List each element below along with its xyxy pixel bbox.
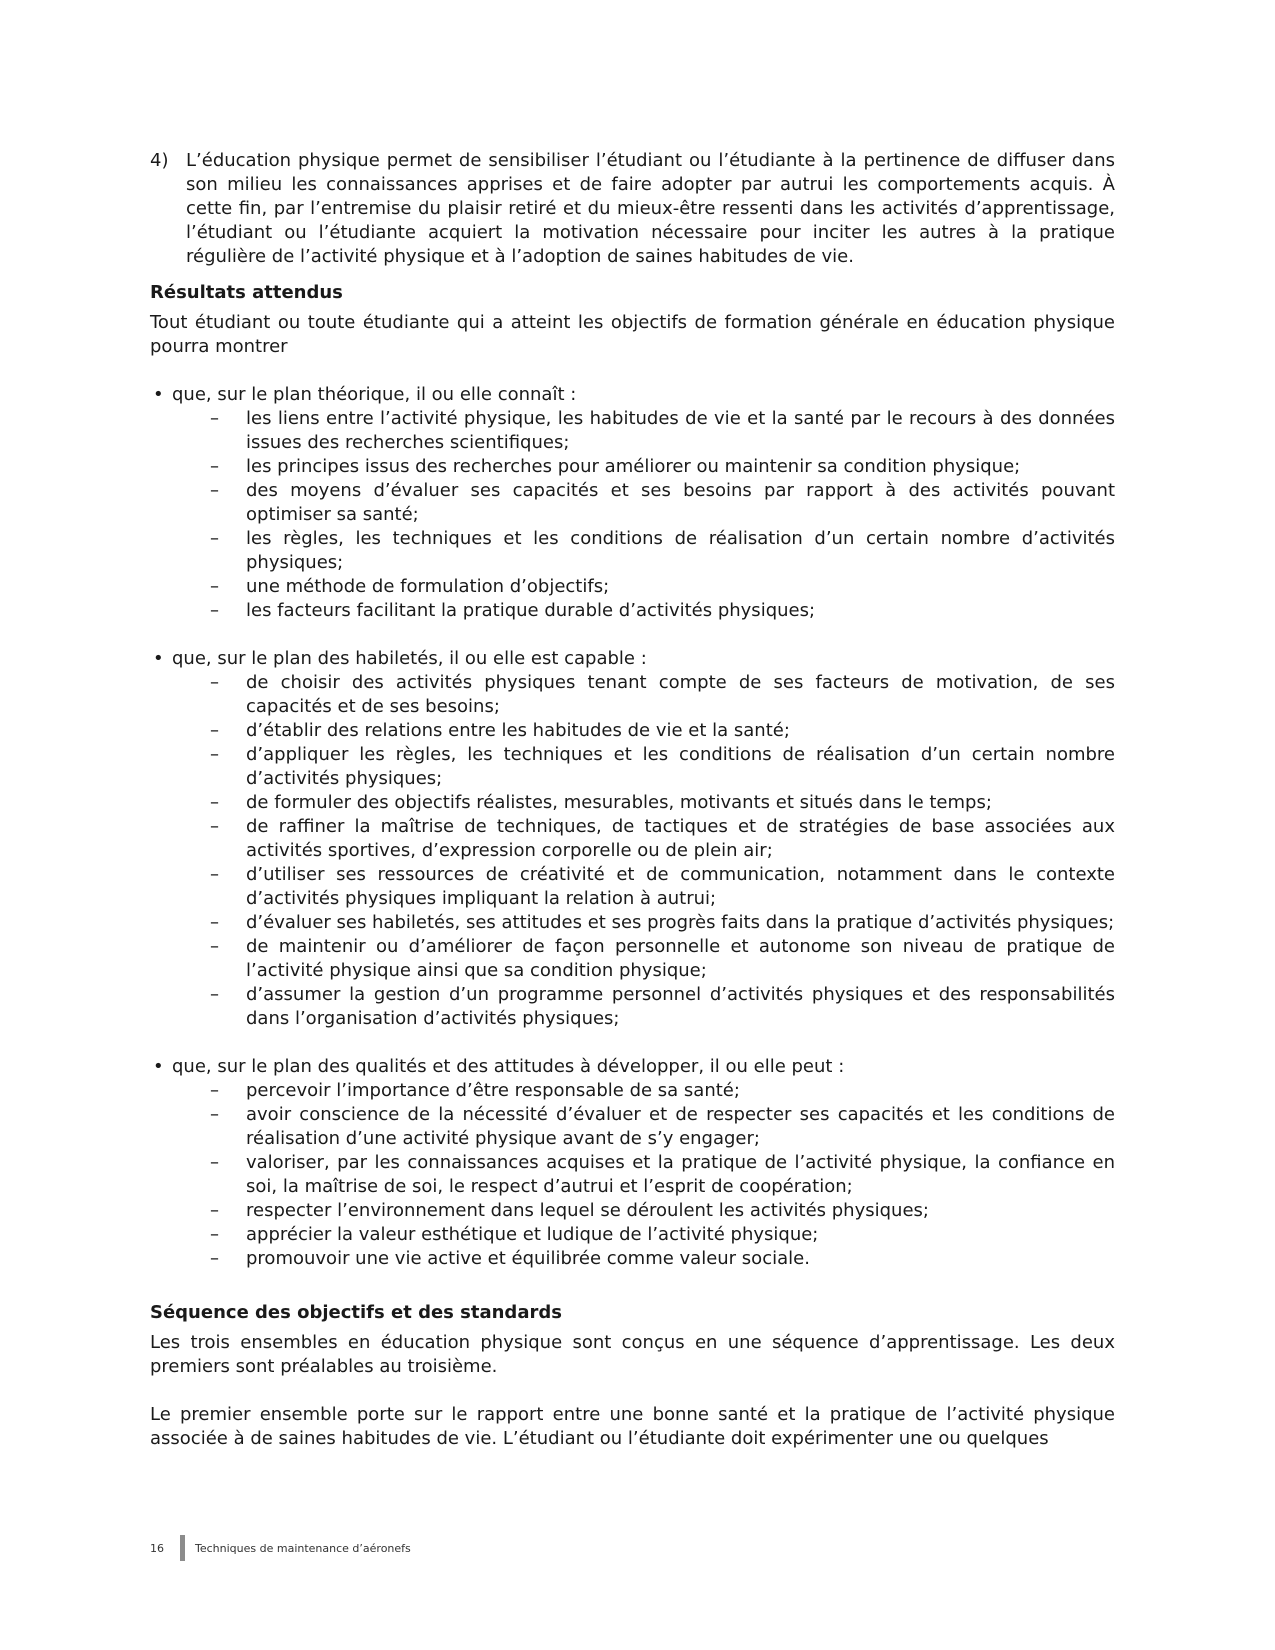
sequence-paragraph-1: Les trois ensembles en éducation physique sont conçus en une séquence d’apprentissage. Les deux premiers sont préalables au troisième.: [150, 1332, 1115, 1377]
footer-title: Techniques de maintenance d’aéronefs: [195, 1541, 411, 1555]
list-item: – les liens entre l’activité physique, les habitudes de vie et la santé par le recours à des données issues des recherches scientifiques;: [150, 407, 1115, 455]
list-item: – de maintenir ou d’améliorer de façon personnelle et autonome son niveau de pratique de l’activité physique ainsi que sa condition physique;: [150, 935, 1115, 983]
list-item: – respecter l’environnement dans lequel se déroulent les activités physiques;: [150, 1199, 1115, 1223]
bullet-group-skills: [150, 647, 1115, 1031]
dash-icon: –: [210, 1080, 219, 1101]
bullet-label: que, sur le plan des qualités et des attitudes à développer, il ou elle peut :: [172, 1056, 845, 1077]
dash-icon: –: [210, 480, 219, 501]
list-item: – les principes issus des recherches pour améliorer ou maintenir sa condition physique;: [150, 455, 1115, 479]
dash-icon: –: [210, 1152, 219, 1173]
list-item: – d’assumer la gestion d’un programme personnel d’activités physiques et des responsabilités dans l’organisation d’activités physiques;: [150, 983, 1115, 1031]
dash-icon: –: [210, 936, 219, 957]
dash-icon: –: [210, 864, 219, 885]
document-page: [150, 149, 1115, 1451]
bullet-label: que, sur le plan des habiletés, il ou elle est capable :: [172, 648, 647, 669]
results-intro: Tout étudiant ou toute étudiante qui a atteint les objectifs de formation générale en éducation physique pourra montrer: [150, 312, 1115, 357]
list-item: – d’appliquer les règles, les techniques et les conditions de réalisation d’un certain nombre d’activités physiques;: [150, 743, 1115, 791]
dash-icon: –: [210, 576, 219, 597]
list-item: – d’établir des relations entre les habitudes de vie et la santé;: [150, 719, 1115, 743]
dash-icon: –: [210, 672, 219, 693]
list-item: – de choisir des activités physiques tenant compte de ses facteurs de motivation, de ses capacités et de ses besoins;: [150, 671, 1115, 719]
bullet-icon: •: [153, 648, 164, 669]
bullet-label: que, sur le plan théorique, il ou elle connaît :: [172, 384, 577, 405]
dash-icon: –: [210, 792, 219, 813]
dash-icon: –: [210, 528, 219, 549]
dash-icon: –: [210, 816, 219, 837]
dash-icon: –: [210, 1200, 219, 1221]
intro-numbered-item: [150, 149, 1115, 269]
list-item: – de formuler des objectifs réalistes, mesurables, motivants et situés dans le temps;: [150, 791, 1115, 815]
list-item: – les facteurs facilitant la pratique durable d’activités physiques;: [150, 599, 1115, 623]
sequence-heading: Séquence des objectifs et des standards: [150, 1302, 562, 1323]
dash-icon: –: [210, 1104, 219, 1125]
list-item: – percevoir l’importance d’être responsable de sa santé;: [150, 1079, 1115, 1103]
page-footer: [150, 1535, 411, 1561]
list-item: – de raffiner la maîtrise de techniques, de tactiques et de stratégies de base associées aux activités sportives, d’expression corporelle ou de plein air;: [150, 815, 1115, 863]
dash-icon: –: [210, 1248, 219, 1269]
bullet-icon: •: [153, 1056, 164, 1077]
dash-icon: –: [210, 744, 219, 765]
results-heading: Résultats attendus: [150, 282, 343, 303]
list-item: – apprécier la valeur esthétique et ludique de l’activité physique;: [150, 1223, 1115, 1247]
list-item: – d’utiliser ses ressources de créativité et de communication, notamment dans le contexte d’activités physiques impliquant la relation à autrui;: [150, 863, 1115, 911]
dash-icon: –: [210, 456, 219, 477]
sequence-paragraph-2: Le premier ensemble porte sur le rapport entre une bonne santé et la pratique de l’activité physique associée à de saines habitudes de vie. L’étudiant ou l’étudiante doit expérimenter une ou quelques: [150, 1404, 1115, 1449]
list-item: – valoriser, par les connaissances acquises et la pratique de l’activité physique, la confiance en soi, la maîtrise de soi, le respect d’autrui et l’esprit de coopération;: [150, 1151, 1115, 1199]
item-number: 4): [150, 150, 169, 171]
dash-icon: –: [210, 1224, 219, 1245]
list-item: – des moyens d’évaluer ses capacités et ses besoins par rapport à des activités pouvant optimiser sa santé;: [150, 479, 1115, 527]
list-item: – avoir conscience de la nécessité d’évaluer et de respecter ses capacités et les conditions de réalisation d’une activité physique avant de s’y engager;: [150, 1103, 1115, 1151]
bullet-group-theoretical: [150, 383, 1115, 623]
page-number: 16: [150, 1541, 164, 1555]
list-item: – une méthode de formulation d’objectifs;: [150, 575, 1115, 599]
item-text: L’éducation physique permet de sensibiliser l’étudiant ou l’étudiante à la pertinence de diffuser dans son milieu les connaissances apprises et de faire adopter par autrui les comportements acquis. À cette fin, par l’entremise du plaisir retiré et du mieux-être ressenti dans les activités d’apprentissage, l’étudiant ou l’étudiante acquiert la motivation nécessaire pour inciter les autres à la pratique régulière de l’activité physique et à l’adoption de saines habitudes de vie.: [186, 150, 1115, 267]
dash-icon: –: [210, 720, 219, 741]
list-item: – les règles, les techniques et les conditions de réalisation d’un certain nombre d’activités physiques;: [150, 527, 1115, 575]
dash-icon: –: [210, 600, 219, 621]
dash-icon: –: [210, 408, 219, 429]
footer-divider: [180, 1535, 185, 1561]
dash-icon: –: [210, 912, 219, 933]
bullet-group-attitudes: [150, 1055, 1115, 1271]
list-item: – promouvoir une vie active et équilibrée comme valeur sociale.: [150, 1247, 1115, 1271]
list-item: – d’évaluer ses habiletés, ses attitudes et ses progrès faits dans la pratique d’activités physiques;: [150, 911, 1115, 935]
bullet-icon: •: [153, 384, 164, 405]
results-bullet-list: [150, 383, 1115, 1271]
dash-icon: –: [210, 984, 219, 1005]
